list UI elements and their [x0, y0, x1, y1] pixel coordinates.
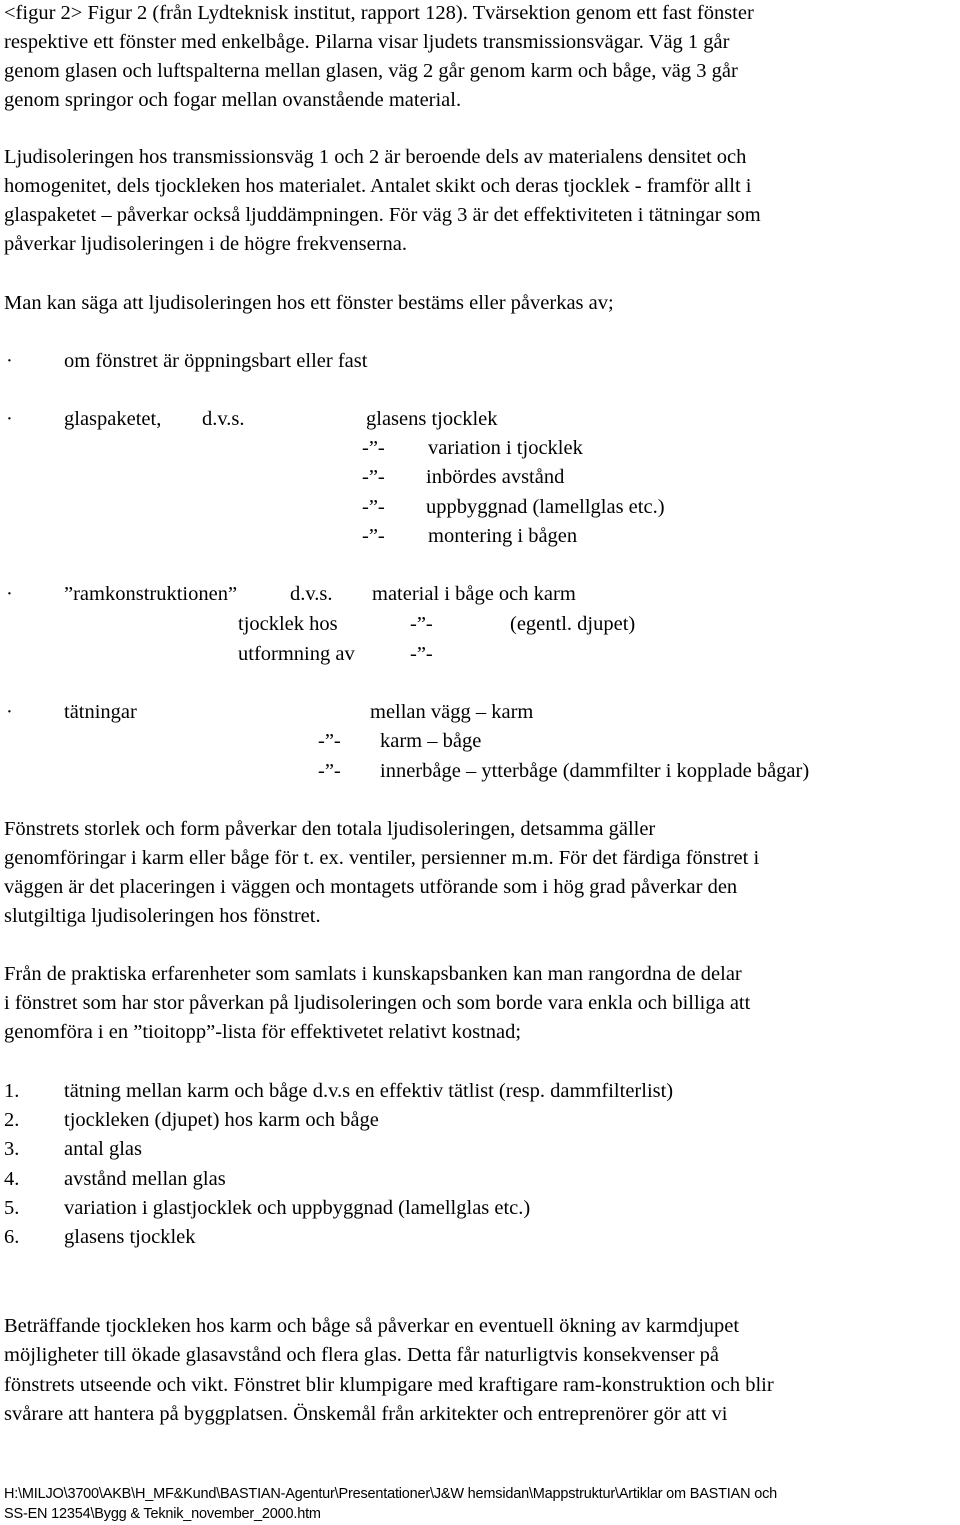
text-line: homogenitet, dels tjockleken hos materialet. Antalet skikt och deras tjocklek - framför allt i: [4, 175, 752, 197]
glas-detail: glasens tjocklek: [366, 408, 498, 430]
text-line: Ljudisoleringen hos transmissionsväg 1 och 2 är beroende dels av materialens densitet och: [4, 146, 747, 168]
glas-detail: montering i bågen: [428, 525, 578, 547]
text-line: slutgiltiga ljudisoleringen hos fönstret.: [4, 905, 321, 927]
footer-line: H:\MILJO\3700\AKB\H_MF&Kund\BASTIAN-Agentur\Presentationer\J&W hemsidan\Mappstruktur\Artiklar om BASTIAN och: [4, 1486, 777, 1502]
list-item: tjockleken (djupet) hos karm och båge: [64, 1109, 379, 1131]
footer-line: SS-EN 12354\Bygg & Teknik_november_2000.htm: [4, 1506, 321, 1522]
ram-detail: material i båge och karm: [372, 583, 576, 605]
text-line: glaspaketet – påverkar också ljuddämpningen. För väg 3 är det effektiviteten i tätningar som: [4, 204, 761, 226]
list-number: 6.: [4, 1226, 20, 1248]
caption-line: genom springor och fogar mellan ovanstående material.: [4, 89, 462, 111]
bullet: ·: [6, 350, 13, 372]
ditto-mark: -”-: [318, 760, 341, 782]
ditto-mark: -”-: [410, 613, 433, 635]
ditto-mark: -”-: [318, 730, 341, 752]
ram-detail: utformning av: [238, 643, 355, 665]
text-line: påverkar ljudisoleringen i de högre frekvenserna.: [4, 233, 408, 255]
tat-detail: mellan vägg – karm: [370, 701, 534, 723]
dvs-label: d.v.s.: [202, 408, 245, 430]
list-item: variation i glastjocklek och uppbyggnad (lamellglas etc.): [64, 1197, 531, 1219]
paragraph-intro-list: Man kan säga att ljudisoleringen hos ett fönster bestäms eller påverkas av;: [4, 292, 614, 314]
list-number: 1.: [4, 1080, 20, 1102]
text-line: genomföra i en ”tioitopp”-lista för effektivetet relativt kostnad;: [4, 1021, 522, 1043]
text-line: svårare att hantera på byggplatsen. Önskemål från arkitekter och entreprenörer gör att vi: [4, 1403, 728, 1425]
glas-detail: inbördes avstånd: [426, 466, 565, 488]
text-line: väggen är det placeringen i väggen och montagets utförande som i hög grad påverkar den: [4, 876, 738, 898]
dvs-label: d.v.s.: [290, 583, 333, 605]
factor-tatningar-label: tätningar: [64, 701, 137, 723]
list-number: 4.: [4, 1168, 20, 1190]
ditto-mark: -”-: [410, 643, 433, 665]
list-number: 2.: [4, 1109, 20, 1131]
factor-glaspaketet-label: glaspaketet,: [64, 408, 162, 430]
caption-line: genom glasen och luftspalterna mellan glasen, väg 2 går genom karm och båge, väg 3 går: [4, 60, 738, 82]
ram-detail: tjocklek hos: [238, 613, 338, 635]
bullet: ·: [6, 701, 13, 723]
caption-line: <figur 2> Figur 2 (från Lydteknisk institut, rapport 128). Tvärsektion genom ett fast fönster: [4, 2, 754, 24]
text-line: fönstrets utseende och vikt. Fönstret blir klumpigare med kraftigare ram-konstruktion och blir: [4, 1374, 774, 1396]
bullet: ·: [6, 408, 13, 430]
text-line: möjligheter till ökade glasavstånd och flera glas. Detta får naturligtvis konsekvenser på: [4, 1344, 719, 1366]
bullet: ·: [6, 583, 13, 605]
caption-line: respektive ett fönster med enkelbåge. Pilarna visar ljudets transmissionsvägar. Väg 1 går: [4, 31, 730, 53]
ditto-mark: -”-: [362, 437, 385, 459]
text-line: i fönstret som har stor påverkan på ljudisoleringen och som borde vara enkla och billiga att: [4, 992, 751, 1014]
list-item: antal glas: [64, 1138, 142, 1160]
ditto-mark: -”-: [362, 525, 385, 547]
factor-openable: om fönstret är öppningsbart eller fast: [64, 350, 368, 372]
list-item: avstånd mellan glas: [64, 1168, 226, 1190]
list-number: 3.: [4, 1138, 20, 1160]
list-number: 5.: [4, 1197, 20, 1219]
factor-ram-label: ”ramkonstruktionen”: [64, 583, 238, 605]
list-item: glasens tjocklek: [64, 1226, 196, 1248]
tat-detail: karm – båge: [380, 730, 482, 752]
ditto-mark: -”-: [362, 496, 385, 518]
glas-detail: uppbyggnad (lamellglas etc.): [426, 496, 665, 518]
text-line: Från de praktiska erfarenheter som samlats i kunskapsbanken kan man rangordna de delar: [4, 963, 742, 985]
text-line: Beträffande tjockleken hos karm och båge så påverkar en eventuell ökning av karmdjupet: [4, 1315, 740, 1337]
text-line: Fönstrets storlek och form påverkar den totala ljudisoleringen, detsamma gäller: [4, 818, 656, 840]
list-item: tätning mellan karm och båge d.v.s en effektiv tätlist (resp. dammfilterlist): [64, 1080, 674, 1102]
tat-detail: innerbåge – ytterbåge (dammfilter i kopplade bågar): [380, 760, 810, 782]
text-line: genomföringar i karm eller båge för t. ex. ventiler, persienner m.m. För det färdiga fönstret i: [4, 847, 760, 869]
ditto-mark: -”-: [362, 466, 385, 488]
ram-detail: (egentl. djupet): [510, 613, 636, 635]
glas-detail: variation i tjocklek: [428, 437, 583, 459]
